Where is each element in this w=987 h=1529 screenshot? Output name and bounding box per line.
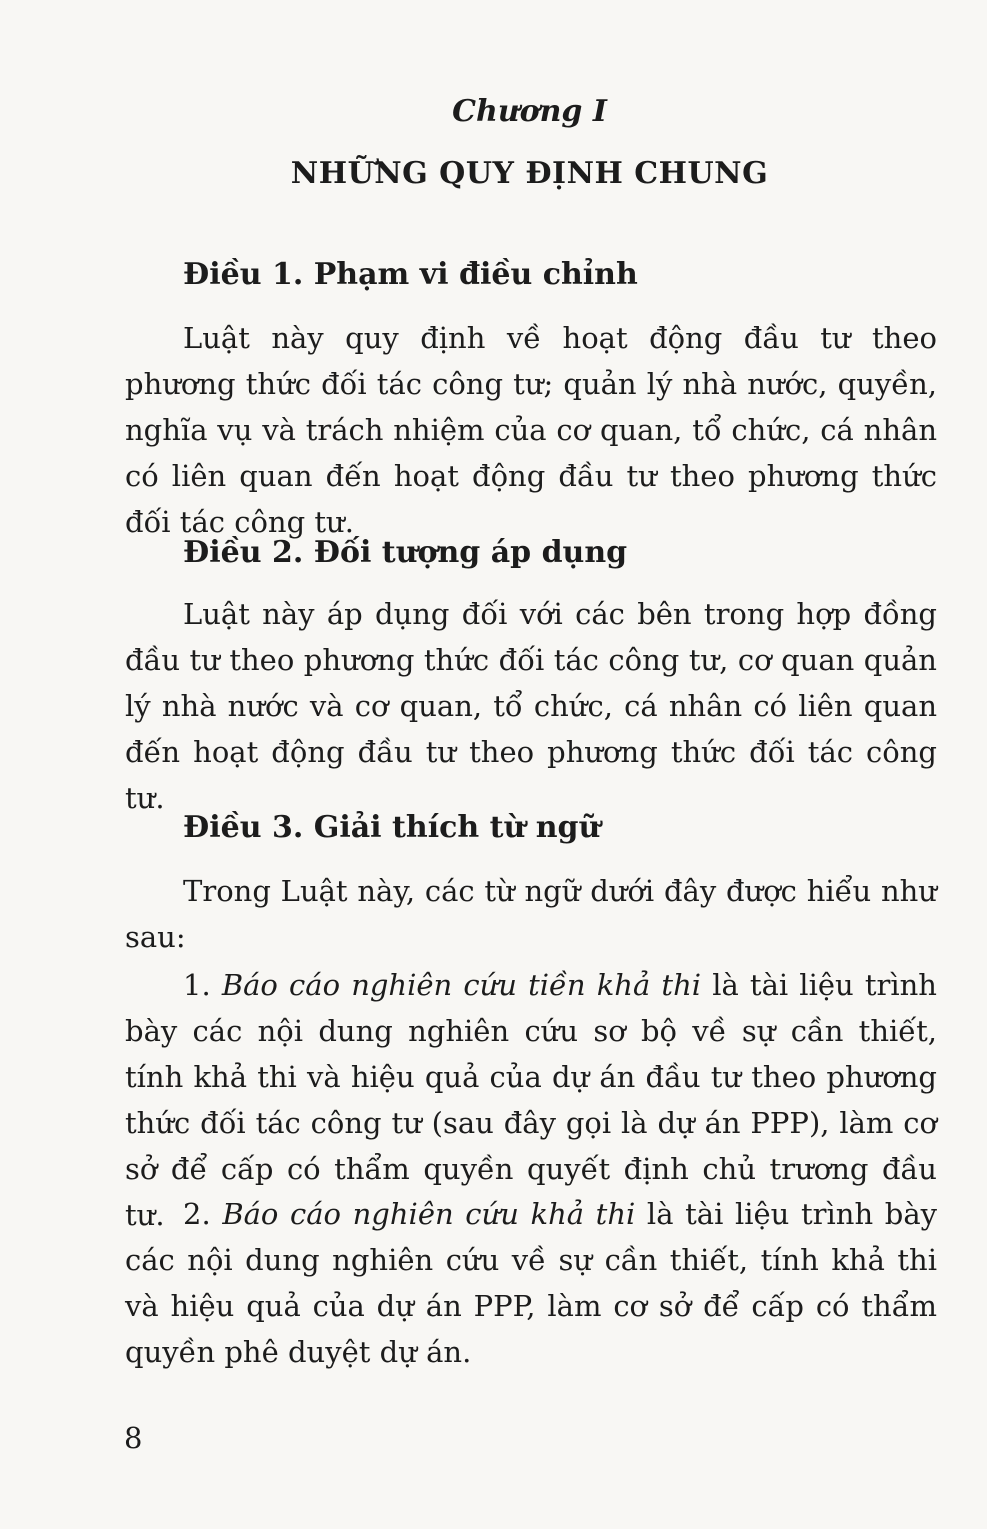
- chapter-label: Chương I: [452, 94, 607, 129]
- definition-number: 1.: [183, 968, 222, 1002]
- definition-term: Báo cáo nghiên cứu khả thi: [222, 1197, 636, 1231]
- definition-term: Báo cáo nghiên cứu tiền khả thi: [221, 968, 702, 1002]
- definition-text: là tài liệu trình bày các nội dung nghiên cứu về sự cần thiết, tính khả thi và hiệu quả của dự án PPP, làm cơ sở để cấp có thẩm quyền phê duyệt dự án.: [125, 1197, 938, 1369]
- article-2-paragraph: Luật này áp dụng đối với các bên trong hợp đồng đầu tư theo phương thức đối tác công tư, cơ quan quản lý nhà nước và cơ quan, tổ chức, cá nhân có liên quan đến hoạt động đầu tư theo phương thức đối tác công tư.: [125, 597, 937, 815]
- article-1-paragraph: Luật này quy định về hoạt động đầu tư theo phương thức đối tác công tư; quản lý nhà nước, quyền, nghĩa vụ và trách nhiệm của cơ quan, tổ chức, cá nhân có liên quan đến hoạt động đầu tư theo phương thức đối tác công tư.: [125, 321, 937, 539]
- chapter-title: NHỮNG QUY ĐỊNH CHUNG: [290, 156, 769, 191]
- article-3-intro: Trong Luật này, các từ ngữ dưới đây được hiểu như sau:: [125, 874, 937, 954]
- definition-text: là tài liệu trình bày các nội dung nghiên cứu sơ bộ về sự cần thiết, tính khả thi và hiệu quả của dự án đầu tư theo phương thức đối tác công tư (sau đây gọi là dự án PPP), làm cơ sở để cấp có thẩm quyền quyết định chủ trương đầu tư.: [125, 968, 937, 1232]
- article-2-heading: Điều 2. Đối tượng áp dụng: [183, 535, 628, 570]
- page-number: 8: [124, 1421, 143, 1455]
- article-3-heading: Điều 3. Giải thích từ ngữ: [183, 810, 601, 845]
- article-1-heading: Điều 1. Phạm vi điều chỉnh: [183, 257, 638, 292]
- definition-number: 2.: [183, 1197, 223, 1231]
- definition-item-2: [125, 1191, 937, 1375]
